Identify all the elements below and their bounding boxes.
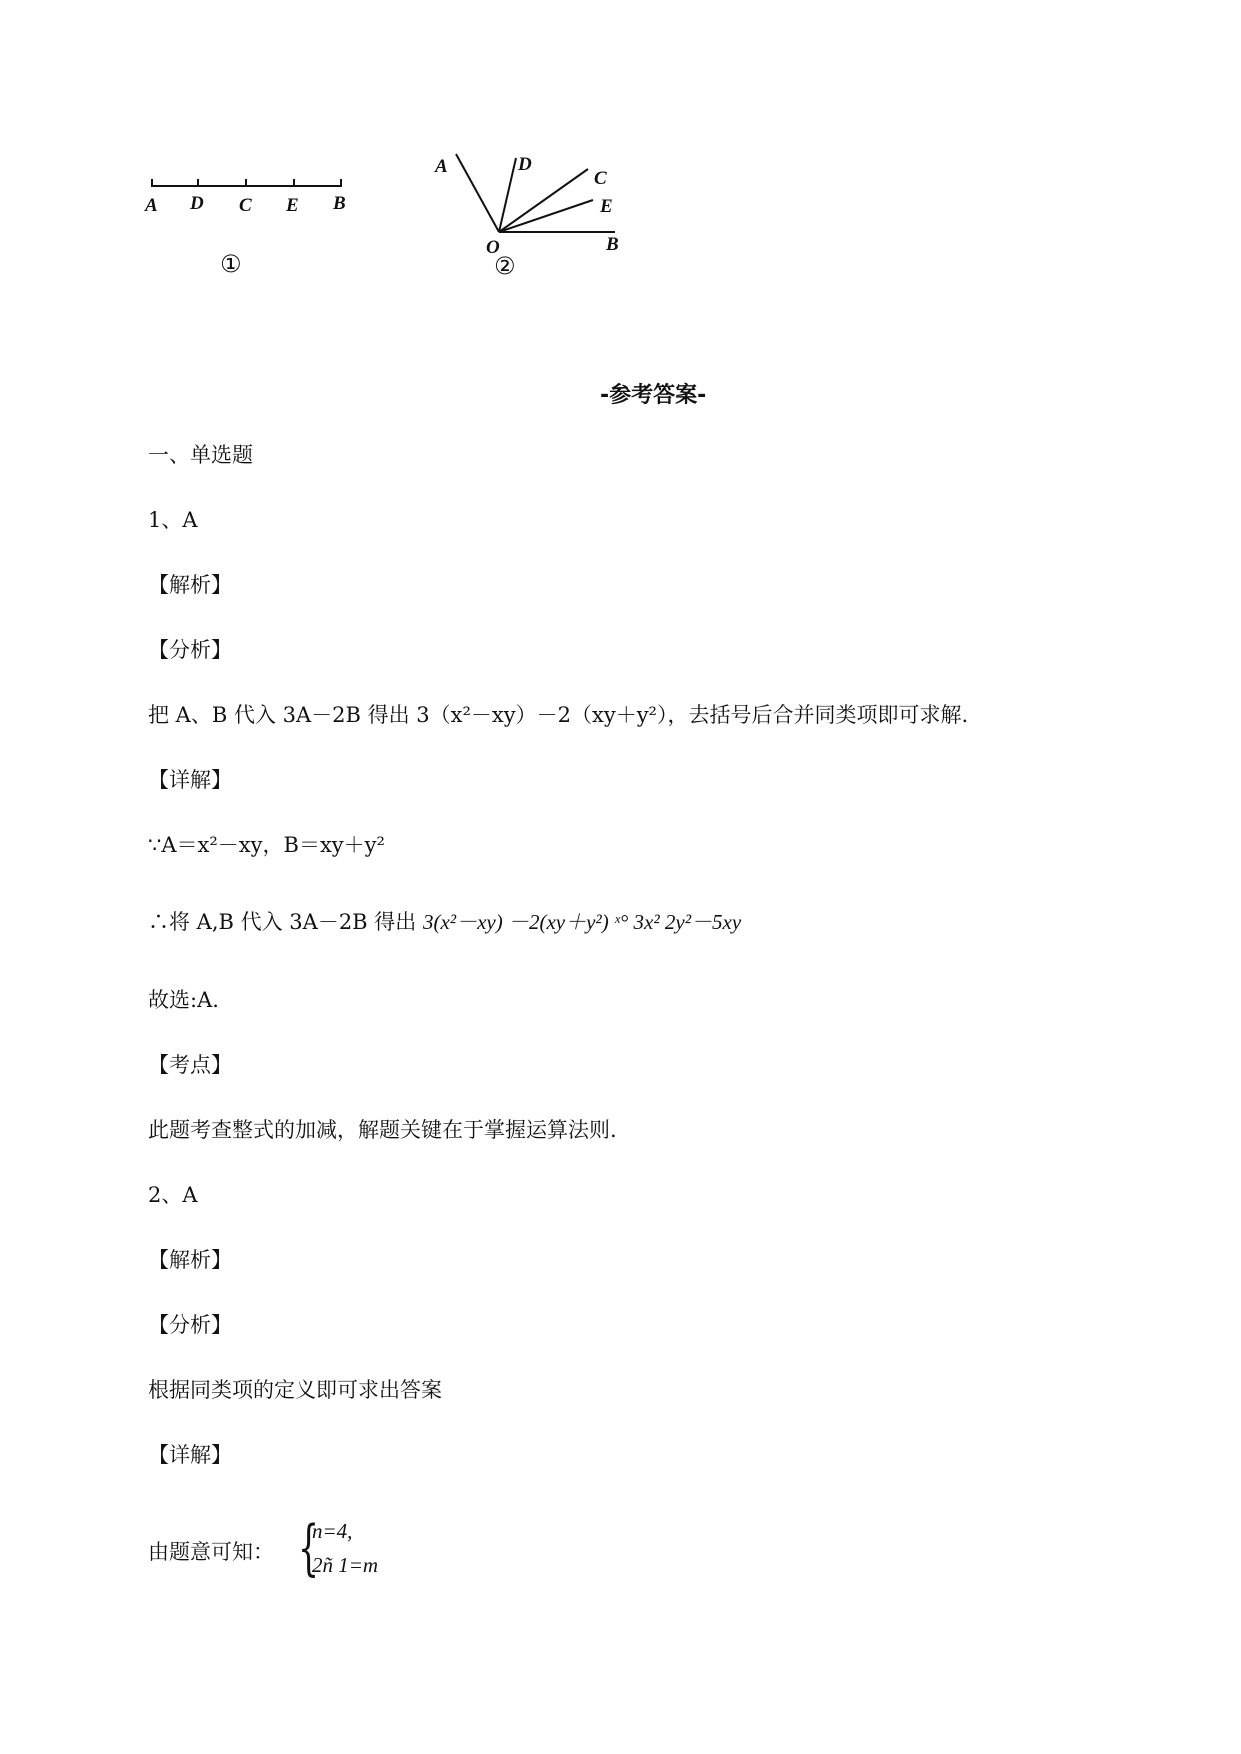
equation-system	[298, 1513, 418, 1587]
q1-point: 此题考查整式的加减，解题关键在于掌握运算法则.	[148, 1118, 617, 1142]
point-c-label: C	[239, 195, 252, 216]
answer-title: -参考答案-	[600, 383, 707, 408]
figure1-number: ①	[220, 250, 242, 278]
q1-given: A＝x²－xy，B＝xy＋y²	[161, 833, 385, 857]
point-d-label: D	[190, 193, 204, 214]
q1-because	[148, 831, 385, 859]
ray-b-label: B	[606, 234, 619, 255]
equation-1: n=4,	[312, 1519, 353, 1543]
figure2-number: ②	[494, 252, 516, 280]
figure-segment	[130, 165, 430, 305]
q1-formula: 3(x²－xy) －2(xy＋y²) ˣ° 3x² 2y²－5xy	[422, 910, 742, 934]
q1-therefore	[148, 908, 741, 936]
q1-heading: 1、A	[148, 508, 198, 532]
q1-xiangjie-label: 【详解】	[148, 768, 232, 792]
q1-kaodian-label: 【考点】	[148, 1053, 232, 1077]
brace-glyph: {	[298, 1513, 320, 1583]
ray-oc	[499, 169, 588, 232]
q1-therefore-text: ∴将 A,B 代入 3A－2B 得出	[148, 910, 417, 934]
q1-choose: 故选:A.	[148, 988, 219, 1012]
q1-analysis: 把 A、B 代入 3A－2B 得出 3（x²－xy）－2（xy＋y²），去括号后合并同类项即可求解.	[148, 703, 969, 727]
because-symbol: ∵	[148, 833, 162, 857]
q2-heading: 2、A	[148, 1183, 198, 1207]
q2-fenxi-label: 【分析】	[148, 1313, 232, 1337]
point-a-label: A	[145, 195, 158, 216]
ray-oe	[499, 200, 593, 232]
vertex-o-label: O	[486, 237, 500, 258]
ray-d-label: D	[518, 154, 532, 175]
equation-2: 2ñ 1=m	[312, 1553, 379, 1577]
q2-given: 由题意可知：	[148, 1540, 274, 1564]
ray-oa	[456, 154, 499, 232]
point-b-label: B	[333, 193, 346, 214]
figure-angles	[430, 150, 670, 300]
q2-xiangjie-label: 【详解】	[148, 1443, 232, 1467]
q1-fenxi-label: 【分析】	[148, 638, 232, 662]
q2-analysis: 根据同类项的定义即可求出答案	[148, 1378, 442, 1402]
q1-jiexi-label: 【解析】	[148, 573, 232, 597]
q2-jiexi-label: 【解析】	[148, 1248, 232, 1272]
point-e-label: E	[286, 195, 299, 216]
ray-c-label: C	[594, 168, 607, 189]
ray-a-label: A	[435, 156, 448, 177]
section-heading: 一、单选题	[148, 443, 253, 467]
ray-e-label: E	[600, 196, 613, 217]
